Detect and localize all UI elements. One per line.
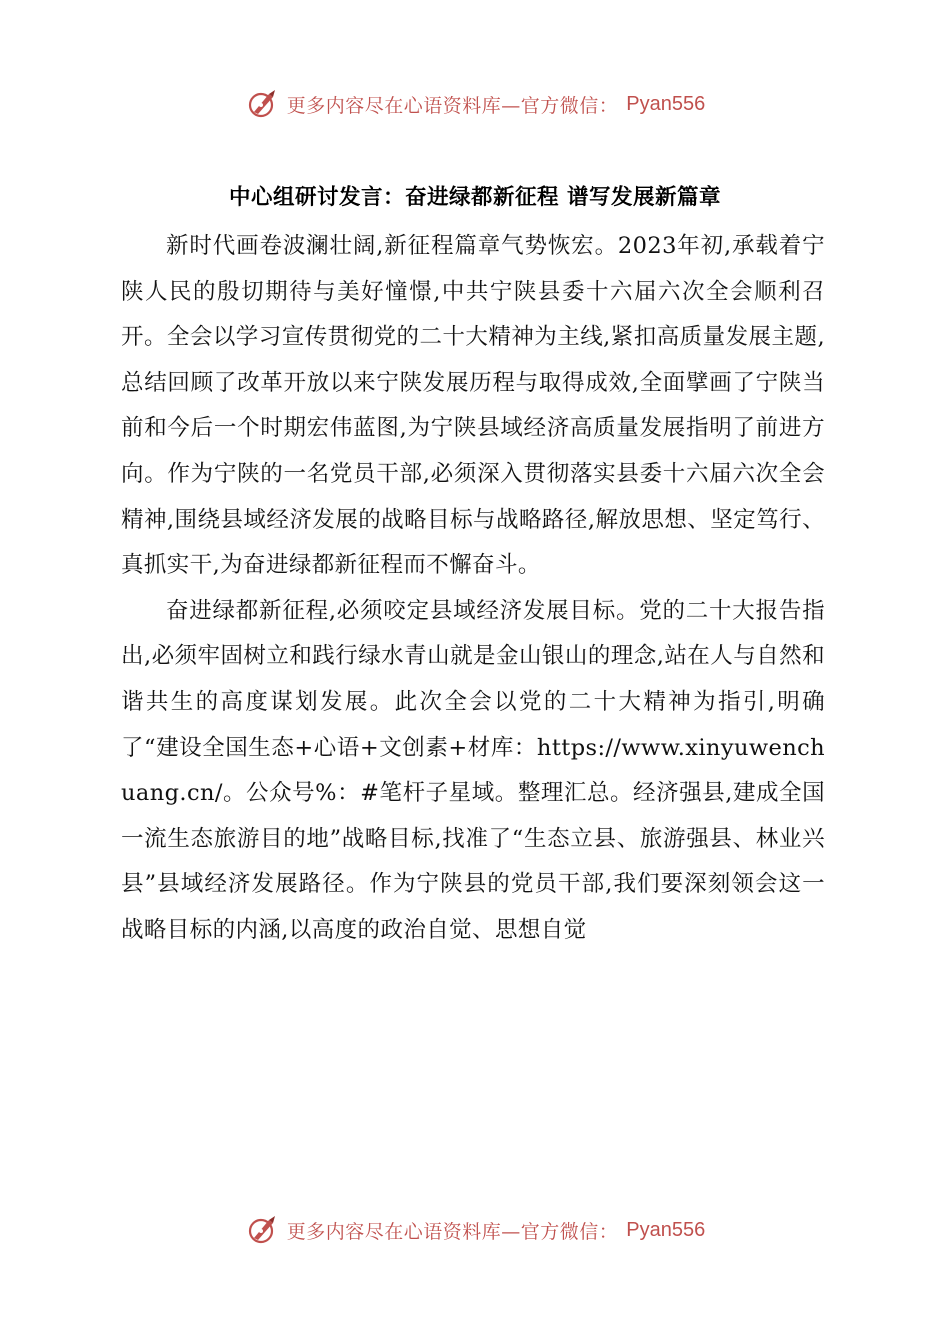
document-body (121, 224, 825, 954)
watermark-text: 更多内容尽在心语资料库—官方微信： (286, 94, 619, 117)
watermark-handle: Pyan556 (626, 92, 706, 115)
paragraph: 新时代画卷波澜壮阔,新征程篇章气势恢宏。2023年初,承载着宁陕人民的殷切期待与美好憧憬,中共宁陕县委十六届六次全会顺利召开。全会以学习宣传贯彻党的二十大精神为主线,紧扣高质量发展主题,总结回顾了改革开放以来宁陕发展历程与取得成效,全面擘画了宁陕当前和今后一个时期宏伟蓝图,为宁陕县域经济高质量发展指明了前进方向。作为宁陕的一名党员干部,必须深入贯彻落实县委十六届六次全会精神,围绕县域经济发展的战略目标与战略路径,解放思想、坚定笃行、真抓实干,为奋进绿都新征程而不懈奋斗。 (121, 233, 825, 579)
document-title: 中心组研讨发言：奋进绿都新征程 谱写发展新篇章 (229, 185, 721, 210)
top-watermark-banner (0, 82, 950, 126)
bottom-watermark-banner (0, 1208, 950, 1252)
paragraph: 奋进绿都新征程,必须咬定县域经济发展目标。党的二十大报告指出,必须牢固树立和践行绿水青山就是金山银山的理念,站在人与自然和谐共生的高度谋划发展。此次全会以党的二十大精神为指引,明确了“建设全国生态+心语+文创素+材库：https://www.xinyuwenchuang.cn/。公众号%：#笔杆子星域。整理汇总。经济强县,建成全国一流生态旅游目的地”战略目标,找准了“生态立县、旅游强县、林业兴县”县域经济发展路径。作为宁陕县的党员干部,我们要深刻领会这一战略目标的内涵,以高度的政治自觉、思想自觉 (121, 597, 825, 943)
pen-nib-circle-icon (245, 87, 279, 121)
pen-nib-circle-icon (245, 1213, 279, 1247)
watermark-handle: Pyan556 (626, 1218, 706, 1241)
watermark-text: 更多内容尽在心语资料库—官方微信： (286, 1220, 619, 1243)
